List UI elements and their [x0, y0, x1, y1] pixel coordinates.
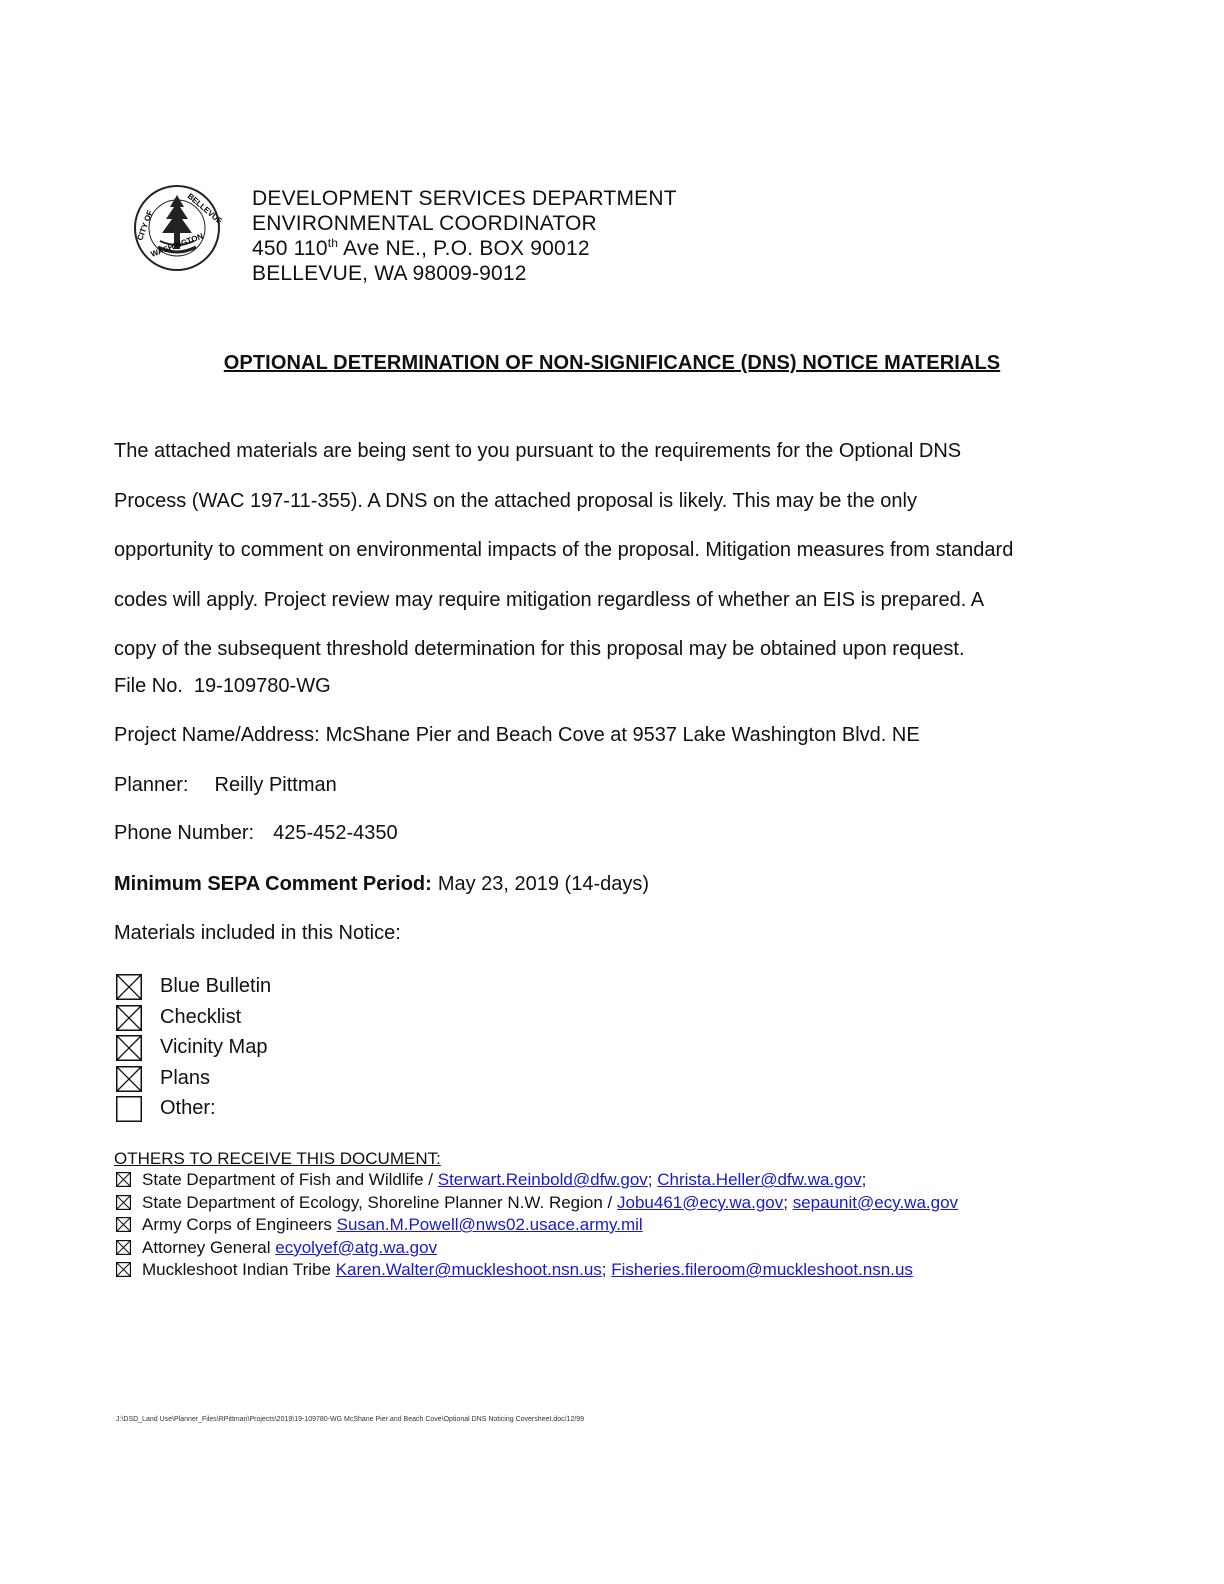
email-link[interactable]: Susan.M.Powell@nws02.usace.army.mil	[336, 1215, 643, 1234]
material-label: Blue Bulletin	[160, 975, 272, 997]
email-link[interactable]: Karen.Walter@muckleshoot.nsn.us	[335, 1260, 602, 1279]
city-state-zip: BELLEVUE, WA 98009-9012	[252, 262, 527, 285]
svg-text:CITY OF: CITY OF	[135, 209, 155, 242]
recipient-name: Attorney General	[142, 1237, 276, 1257]
checked-box-icon[interactable]	[116, 1217, 131, 1232]
paragraph-line: The attached materials are being sent to you pursuant to the requirements for the Optional DNS	[114, 440, 962, 462]
coordinator-name: ENVIRONMENTAL COORDINATOR	[252, 212, 597, 235]
material-label: Checklist	[160, 1005, 242, 1028]
material-label: Vicinity Map	[160, 1036, 268, 1058]
checked-box-icon[interactable]	[116, 1262, 131, 1277]
email-link[interactable]: Christa.Heller@dfw.wa.gov	[657, 1170, 862, 1189]
recipient-row	[114, 1214, 643, 1237]
email-link[interactable]: Fisheries.fileroom@muckleshoot.nsn.us	[611, 1260, 913, 1279]
email-link[interactable]: Sterwart.Reinbold@dfw.gov	[437, 1170, 648, 1189]
file-number	[114, 675, 331, 698]
planner	[114, 774, 337, 797]
email-link[interactable]: ecyolyef@atg.wa.gov	[275, 1237, 438, 1257]
materials-heading: Materials included in this Notice:	[114, 922, 401, 944]
recipient-name: State Department of Ecology, Shoreline Planner N.W. Region /	[142, 1192, 617, 1212]
file-path-footer: J:\DSD_Land Use\Planner_Files\RPittman\Projects\2019\19-109780-WG McShane Pier and Beach Cove\Optional DNS Noticing Coversheet.doc/12/99	[116, 1416, 585, 1423]
checked-box-icon[interactable]	[116, 1172, 131, 1187]
department-name: DEVELOPMENT SERVICES DEPARTMENT	[252, 187, 677, 210]
recipient-row	[114, 1237, 441, 1260]
paragraph-line: Process (WAC 197-11-355). A DNS on the attached proposal is likely. This may be the only	[114, 489, 917, 512]
intro-paragraph	[114, 427, 1114, 675]
others-title: OTHERS TO RECEIVE THIS DOCUMENT:	[114, 1149, 441, 1168]
recipient-name: State Department of Fish and Wildlife /	[142, 1170, 438, 1189]
planner-label: Planner:	[114, 774, 189, 796]
svg-text:WASHINGTON: WASHINGTON	[149, 231, 205, 259]
checked-box-icon[interactable]	[116, 1195, 131, 1210]
material-label: Plans	[160, 1066, 211, 1089]
material-label: Other:	[160, 1097, 216, 1119]
email-link[interactable]: Jobu461@ecy.wa.gov	[617, 1192, 784, 1212]
recipient-row: State Department of Ecology, Shoreline Planner N.W. Region / Jobu461@ecy.wa.gov; sepaunit@ecy.wa.gov	[114, 1192, 441, 1215]
comment-period-value: May 23, 2019 (14-days)	[437, 873, 650, 895]
email-link[interactable]: sepaunit@ecy.wa.gov	[792, 1192, 959, 1212]
department-header	[252, 186, 677, 286]
checked-box-icon[interactable]	[116, 974, 142, 1000]
empty-box-icon[interactable]	[116, 1096, 142, 1122]
checked-box-icon[interactable]	[116, 1035, 142, 1061]
paragraph-line: copy of the subsequent threshold determination for this proposal may be obtained upon request.	[114, 638, 965, 660]
recipient-row: Muckleshoot Indian Tribe Karen.Walter@muckleshoot.nsn.us; Fisheries.fileroom@muckleshoot.nsn.us	[114, 1259, 441, 1282]
svg-text:BELLEVUE: BELLEVUE	[185, 191, 222, 226]
comment-period-label: Minimum SEPA Comment Period:	[114, 873, 432, 895]
project-label: Project Name/Address:	[114, 724, 320, 746]
paragraph-line: opportunity to comment on environmental impacts of the proposal. Mitigation measures from standard	[114, 539, 1014, 561]
planner-value: Reilly Pittman	[214, 774, 337, 796]
recipient-name: Muckleshoot Indian Tribe	[142, 1260, 336, 1279]
phone-number	[114, 822, 398, 845]
others-section	[114, 1149, 959, 1282]
project-value: McShane Pier and Beach Cove at 9537 Lake Washington Blvd. NE	[325, 724, 920, 746]
phone-label: Phone Number:	[114, 822, 255, 844]
checked-box-icon[interactable]	[116, 1066, 142, 1092]
comment-period	[114, 873, 649, 896]
checked-box-icon[interactable]	[116, 1005, 142, 1031]
recipient-name: Army Corps of Engineers	[142, 1215, 337, 1234]
street-address: 450 110th Ave NE., P.O. BOX 90012	[252, 236, 590, 260]
document-title: OPTIONAL DETERMINATION OF NON-SIGNIFICANCE (DNS) NOTICE MATERIALS	[223, 352, 1001, 374]
paragraph-line: codes will apply. Project review may require mitigation regardless of whether an EIS is prepared. A	[114, 588, 985, 611]
city-seal-logo	[132, 183, 222, 273]
recipient-row: State Department of Fish and Wildlife / Sterwart.Reinbold@dfw.gov; Christa.Heller@dfw.wa.gov;	[114, 1169, 441, 1192]
file-number-label: File No.	[114, 675, 183, 697]
phone-value: 425-452-4350	[273, 822, 398, 844]
project-name-address	[114, 724, 920, 747]
checked-box-icon[interactable]	[116, 1240, 131, 1255]
file-number-value: 19-109780-WG	[193, 675, 331, 697]
